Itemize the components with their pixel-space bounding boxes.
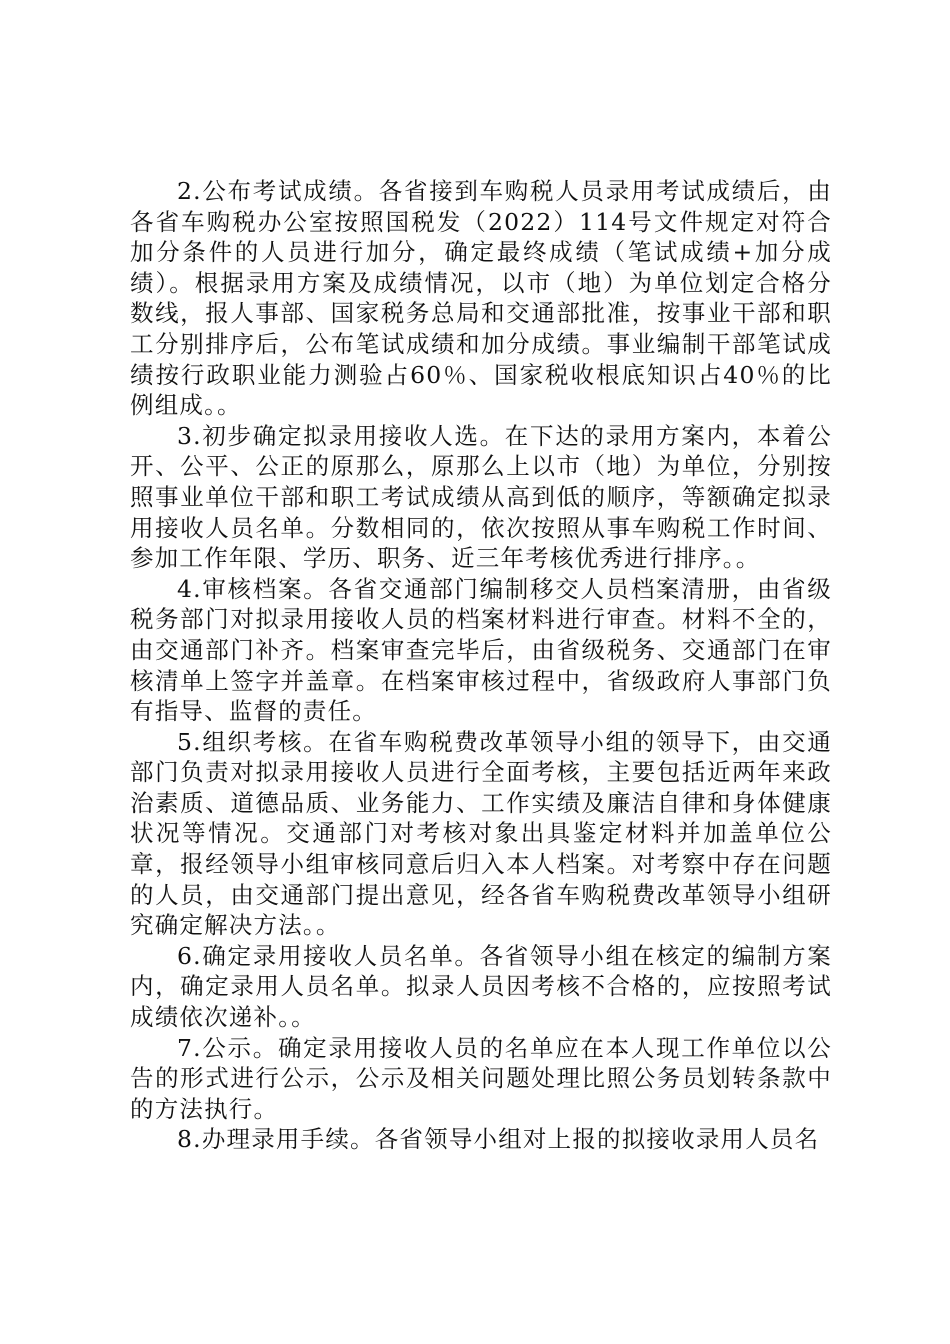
paragraph-7-public-notice: 7.公示。确定录用接收人员的名单应在本人现工作单位以公告的形式进行公示，公示及相关问题处理比照公务员划转条款中的方法执行。 [130, 1033, 832, 1123]
paragraph-4-review-files: 4.审核档案。各省交通部门编制移交人员档案清册，由省级税务部门对拟录用接收人员的档案材料进行审查。材料不全的，由交通部门补齐。档案审查完毕后，由省级税务、交通部门在审核清单上签字并盖章。在档案审核过程中，省级政府人事部门负有指导、监督的责任。 [130, 574, 832, 726]
paragraph-3-preliminary-selection: 3.初步确定拟录用接收人选。在下达的录用方案内，本着公开、公平、公正的原那么，原那么上以市（地）为单位，分别按照事业单位干部和职工考试成绩从高到低的顺序，等额确定拟录用接收人员名单。分数相同的，依次按照从事车购税工作时间、参加工作年限、学历、职务、近三年考核优秀进行排序。。 [130, 421, 832, 573]
paragraph-6-confirm-list: 6.确定录用接收人员名单。各省领导小组在核定的编制方案内，确定录用人员名单。拟录人员因考核不合格的，应按照考试成绩依次递补。。 [130, 941, 832, 1032]
paragraph-2-publish-scores: 2.公布考试成绩。各省接到车购税人员录用考试成绩后，由各省车购税办公室按照国税发（2022）114号文件规定对符合加分条件的人员进行加分，确定最终成绩（笔试成绩+加分成绩）。根据录用方案及成绩情况，以市（地）为单位划定合格分数线，报人事部、国家税务总局和交通部批准，按事业干部和职工分别排序后，公布笔试成绩和加分成绩。事业编制干部笔试成绩按行政职业能力测验占60％、国家税收根底知识占40％的比例组成。。 [130, 177, 832, 420]
document-body [130, 176, 832, 1155]
paragraph-5-assessment: 5.组织考核。在省车购税费改革领导小组的领导下，由交通部门负责对拟录用接收人员进行全面考核，主要包括近两年来政治素质、道德品质、业务能力、工作实绩及廉洁自律和身体健康状况等情况。交通部门对考核对象出具鉴定材料并加盖单位公章，报经领导小组审核同意后归入本人档案。对考察中存在问题的人员，由交通部门提出意见，经各省车购税费改革领导小组研究确定解决方法。。 [130, 727, 832, 940]
paragraph-8-hiring-procedures: 8.办理录用手续。各省领导小组对上报的拟接收录用人员名 [177, 1125, 820, 1154]
